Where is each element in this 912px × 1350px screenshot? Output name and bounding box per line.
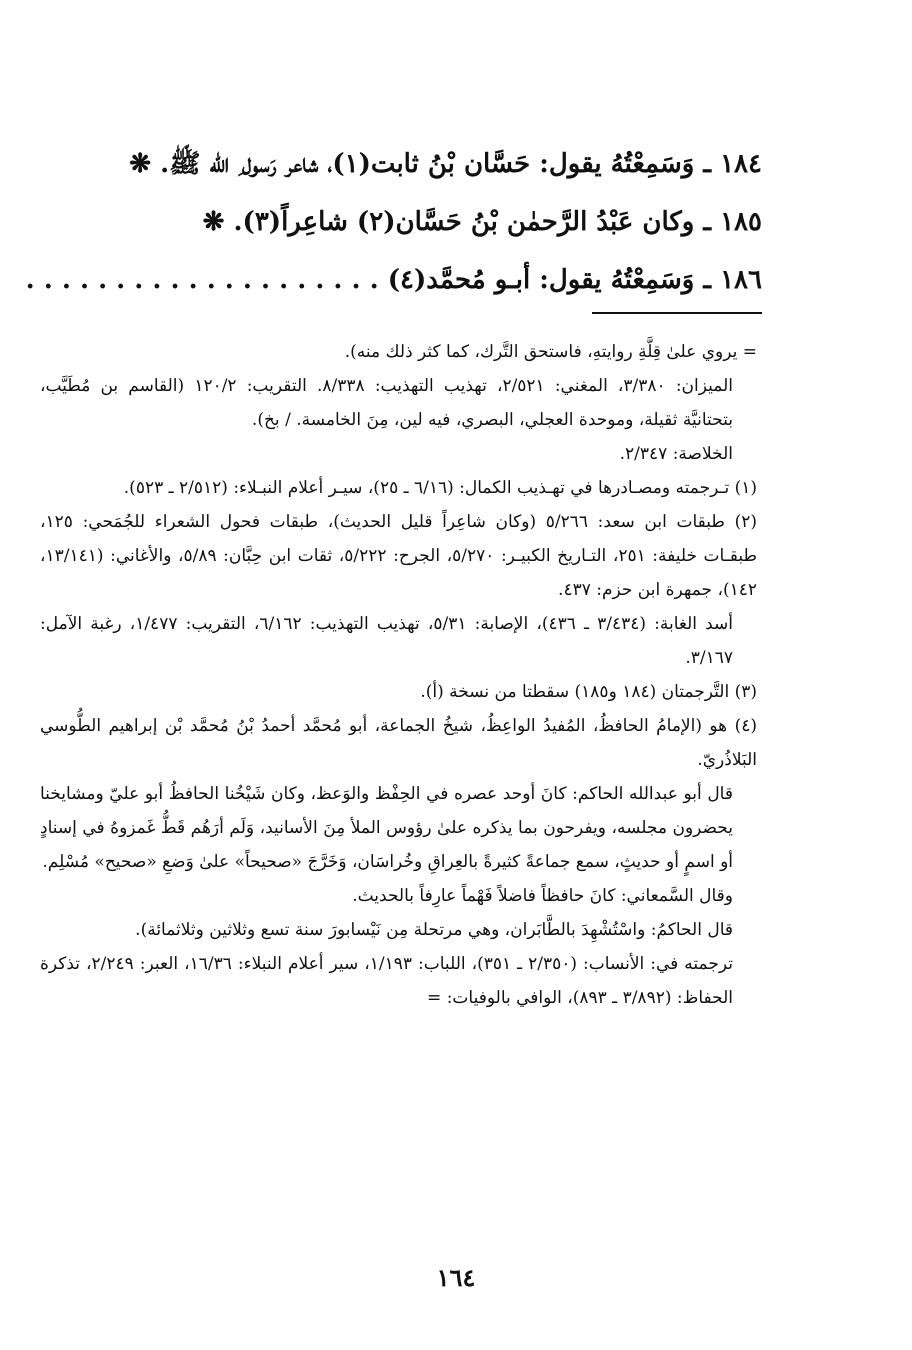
footnote-paragraph: الخلاصة: ٢/٣٤٧.	[619, 444, 733, 464]
entry-186: ١٨٦ ـ وَسَمِعْتُهُ يقول: أبـو مُحمَّد(٤) . . . . . . . . . . . . . . . . . . . .	[25, 265, 762, 295]
page-number: ١٦٤	[436, 1263, 476, 1292]
footnote-paragraph: الميزان: ٣/٣٨٠، المغني: ٢/٥٢١، تهذيب التهذيب: ٨/٣٣٨. التقريب: ١٢٠/٢ (القاسم بن مُطَيَّب، بتحتانيَّة ثقيلة، وموحدة العجلي، البصري، فيه لين، مِنَ الخامسة. / بخ).	[40, 376, 733, 430]
footnotes	[40, 335, 757, 1015]
footnote-1: (١) تـرجمته ومصـادرها في تهـذيب الكمال: (٦/١٦ ـ ٢٥)، سيـر أعلام النبـلاء: (٢/٥١٢ ـ ٥٢٣).	[123, 478, 757, 498]
footnote-4: (٤) هو (الإمامُ الحافظُ، المُفيدُ الواعِظُ، شيخُ الجماعة، أبو مُحمَّد أحمدُ بْنُ مُحمَّد بْن إبراهيم الطُّوسي البَلاذُريّ.	[40, 716, 757, 770]
footnote-paragraph: أسد الغابة: (٣/٤٣٤ ـ ٤٣٦)، الإصابة: ٥/٣١، تهذيب التهذيب: ٦/١٦٢، التقريب: ١/٤٧٧، رغبة الآمل: ٣/١٦٧.	[40, 614, 733, 668]
footnote-continuation: = يروي علىٰ قِلَّةِ روايتهِ، فاستحق التَّرك، كما كثر ذلك منه).	[344, 342, 757, 362]
footnote-paragraph: قال أبو عبدالله الحاكم: كانَ أوحد عصره في الحِفْظ والوَعظ، وكان شَيْخُنا الحافظُ أبو عليّ ومشايخنا يحضرون مجلسه، ويفرحون بما يذكره علىٰ رؤوس الملأ مِنَ الأسانيد، وَلَم أرَهُم قَطُّ غَمزوهُ في إسنادٍ أو اسمٍ أو حديثٍ، سمع جماعةً كثيرةً بالعِراقِ وخُراسَان، وَخَرَّجَ «صحيحاً» علىٰ وَضعِ «صحيح» مُسْلِم.	[40, 784, 733, 872]
entry-185: ١٨٥ ـ وكان عَبْدُ الرَّحمٰن بْنُ حَسَّان(٢) شاعِراً(٣). ❋	[202, 207, 762, 237]
footnote-separator	[592, 312, 762, 314]
footnote-3: (٣) التَّرجمتان (١٨٤ و١٨٥) سقطتا من نسخة (أ).	[420, 682, 757, 702]
entry-184: ١٨٤ ـ وَسَمِعْتُهُ يقول: حَسَّان بْنُ ثابت(١)، شاعر رَسول ِ الله ﷺ. ❋	[129, 149, 762, 179]
footnote-2: (٢) طبقات ابن سعد: ٥/٢٦٦ (وكان شاعِراً قليل الحديث)، طبقات فحول الشعراء للجُمَحي: ١٢٥، طبقـات خليفة: ٢٥١، التـاريخ الكبيـر: ٥/٢٧٠، الجرح: ٥/٢٢٢، ثقات ابن حِبَّان: ٥/٨٩، والأغاني: (١٣/١٤١، ١٤٢)، جمهرة ابن حزم: ٤٣٧.	[40, 512, 758, 600]
footnote-paragraph: قال الحاكمُ: واسْتُشْهِدَ بالطَّابَران، وهي مرتحلة مِن نَيْسابورَ سنة تسع وثلاثين وثلاثمائة).	[135, 920, 733, 940]
footnote-paragraph: وقال السَّمعاني: كانَ حافظاً فاضلاً فَهْماً عارِفاً بالحديث.	[352, 886, 733, 906]
main-text	[25, 135, 762, 309]
footnote-paragraph: ترجمته في: الأنساب: (٢/٣٥٠ ـ ٣٥١)، اللباب: ١/١٩٣، سير أعلام النبلاء: ١٦/٣٦، العبر: ٢/٢٤٩، تذكرة الحفاظ: (٣/٨٩٢ ـ ٨٩٣)، الوافي بالوفيات: =	[40, 954, 734, 1008]
